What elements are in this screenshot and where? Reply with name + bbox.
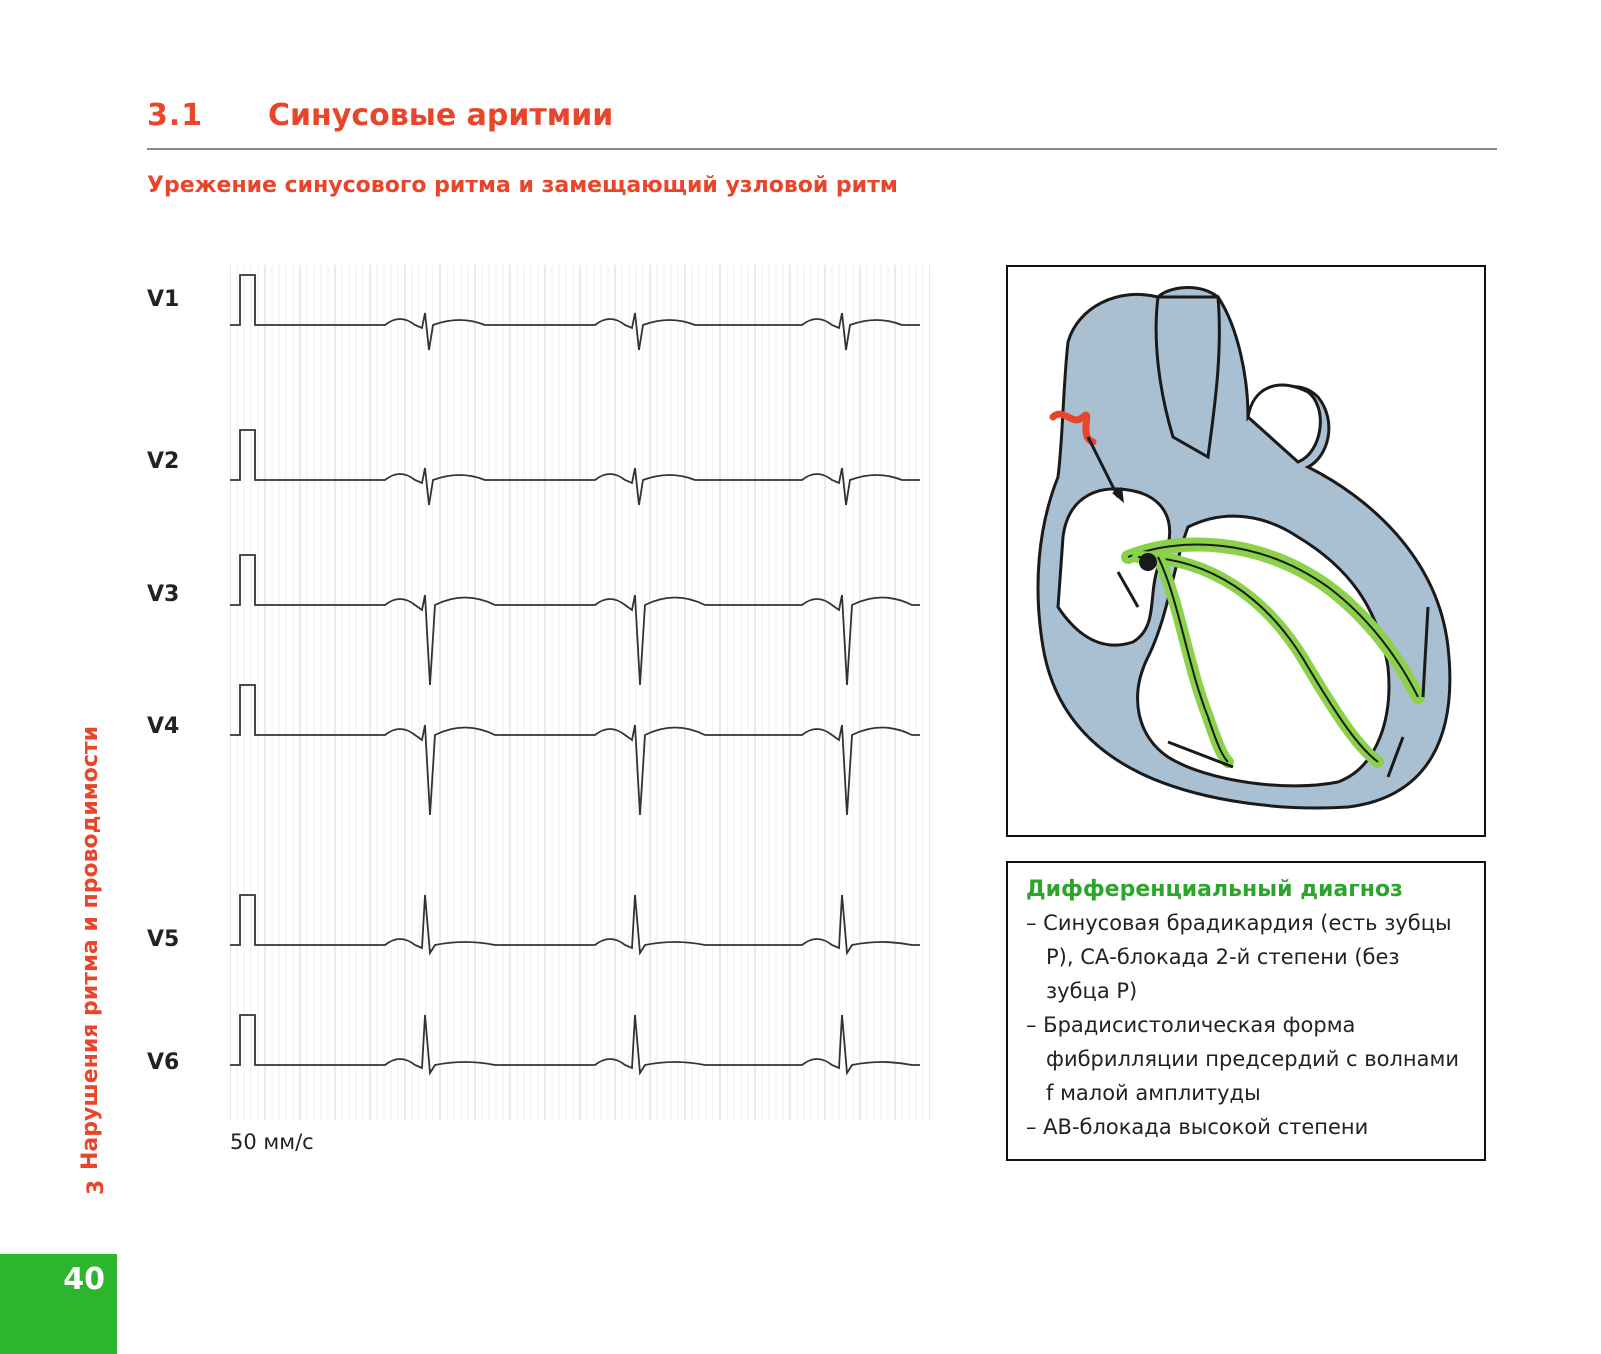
differential-diagnosis-box xyxy=(1006,861,1486,1161)
header-rule xyxy=(147,148,1497,150)
ecg-trace-v6 xyxy=(230,1015,920,1073)
lead-label-v5: V5 xyxy=(147,927,180,952)
lead-label-v2: V2 xyxy=(147,449,180,474)
lead-label-v1: V1 xyxy=(147,287,180,312)
chapter-title: Нарушения ритма и проводимости xyxy=(78,725,103,1170)
lead-label-v4: V4 xyxy=(147,714,180,739)
ecg-trace-v5 xyxy=(230,895,920,953)
section-title: Синусовые аритмии xyxy=(268,98,614,133)
av-node xyxy=(1139,553,1157,571)
ecg-grid xyxy=(230,265,930,1120)
ecg-trace-v3 xyxy=(230,555,920,685)
section-number: 3.1 xyxy=(147,98,204,133)
page-tab xyxy=(0,1254,117,1354)
differential-diagnosis-item: – Синусовая брадикардия (есть зубцы P), СА-блокада 2-й степени (без зубца P) xyxy=(1026,911,1452,1003)
differential-diagnosis-item: – Брадисистолическая форма фибрилляции предсердий с волнами f малой амплитуды xyxy=(1026,1013,1460,1105)
chapter-number: 3 xyxy=(84,1179,109,1195)
subtitle: Урежение синусового ритма и замещающий узловой ритм xyxy=(147,173,898,198)
ecg-trace-v4 xyxy=(230,685,920,815)
differential-diagnosis-title: Дифференциальный диагноз xyxy=(1026,877,1403,902)
heart-illustration xyxy=(1006,265,1486,837)
ecg-trace-v1 xyxy=(230,275,920,350)
lead-label-v3: V3 xyxy=(147,582,180,607)
ecg-tracing xyxy=(230,255,930,1125)
lead-label-v6: V6 xyxy=(147,1050,180,1075)
differential-diagnosis-item: – АВ-блокада высокой степени xyxy=(1026,1115,1369,1139)
ecg-trace-v2 xyxy=(230,430,920,505)
page-number: 40 xyxy=(63,1262,105,1297)
paper-speed-label: 50 мм/с xyxy=(230,1130,314,1154)
ecg-traces xyxy=(230,275,920,1073)
